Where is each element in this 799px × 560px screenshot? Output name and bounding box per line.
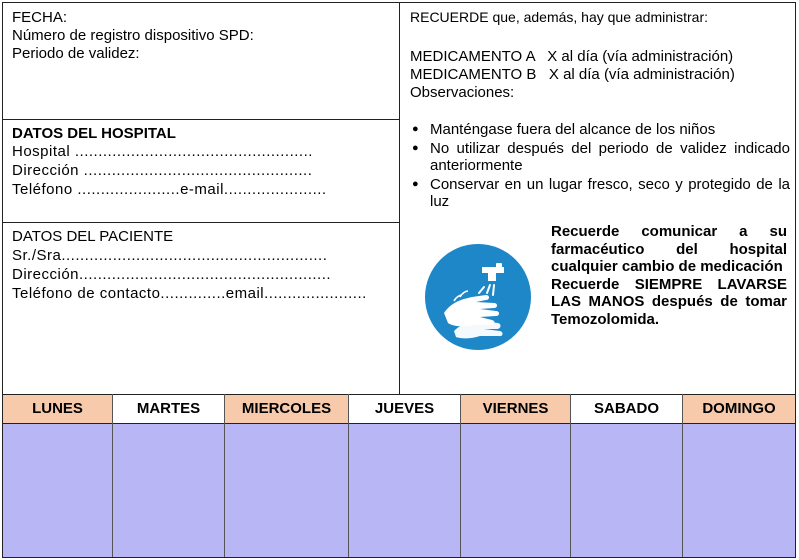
warning-item: ● Manténgase fuera del alcance de los niños: [410, 121, 790, 138]
medicamento-b-line: MEDICAMENTO B X al día (vía administración): [410, 66, 735, 83]
day-header: JUEVES: [349, 394, 460, 424]
medicamento-a-line: MEDICAMENTO A X al día (vía administración): [410, 48, 734, 65]
patient-telefono-line: Teléfono de contacto..............email......................: [12, 285, 367, 302]
patient-direccion-line: Dirección......................................................: [12, 266, 332, 283]
day-column-jueves: [349, 394, 461, 557]
hand-washing-icon: [424, 243, 532, 351]
hospital-section: [3, 120, 400, 223]
day-cell[interactable]: [225, 424, 348, 557]
day-column-domingo: [683, 394, 795, 557]
fecha-label: FECHA:: [12, 9, 68, 26]
registration-section: [3, 3, 400, 120]
spd-card: [2, 2, 796, 558]
reminder-text: [551, 223, 787, 328]
observaciones-label: Observaciones:: [410, 84, 515, 101]
day-cell[interactable]: [461, 424, 570, 557]
day-cell[interactable]: [113, 424, 224, 557]
day-header: MIERCOLES: [225, 394, 348, 424]
day-header: MARTES: [113, 394, 224, 424]
hospital-direccion-line: Dirección .................................................: [12, 162, 313, 179]
day-header: SABADO: [571, 394, 682, 424]
day-cell[interactable]: [3, 424, 112, 557]
day-header: DOMINGO: [683, 394, 795, 424]
day-header: LUNES: [3, 394, 112, 424]
day-column-sabado: [571, 394, 683, 557]
day-cell[interactable]: [571, 424, 682, 557]
patient-sr-line: Sr./Sra.........................................................: [12, 247, 328, 264]
day-header: VIERNES: [461, 394, 570, 424]
patient-title: DATOS DEL PACIENTE: [12, 228, 174, 245]
hospital-title: DATOS DEL HOSPITAL: [12, 125, 176, 142]
warnings-list: [410, 121, 790, 212]
day-column-miercoles: [225, 394, 349, 557]
day-column-viernes: [461, 394, 571, 557]
day-column-martes: [113, 394, 225, 557]
warning-item: ● Conservar en un lugar fresco, seco y protegido de la luz: [410, 176, 790, 210]
registro-label: Número de registro dispositivo SPD:: [12, 27, 254, 44]
day-column-lunes: [3, 394, 113, 557]
admin-intro: RECUERDE que, además, hay que administrar:: [410, 9, 709, 25]
day-cell[interactable]: [683, 424, 795, 557]
warning-item: ● No utilizar después del periodo de validez indicado anteriormente: [410, 140, 790, 174]
day-cell[interactable]: [349, 424, 460, 557]
validez-label: Periodo de validez:: [12, 45, 140, 62]
hospital-line: Hospital ...................................................: [12, 143, 313, 160]
reminder-comunicar: Recuerde comunicar a su farmacéutico del hospital cualquier cambio de medicación: [551, 223, 787, 275]
hospital-telefono-line: Teléfono ......................e-mail......................: [12, 181, 327, 198]
reminder-lavar: Recuerde SIEMPRE LAVARSE LAS MANOS después de tomar Temozolomida.: [551, 275, 787, 328]
weekday-grid: [3, 394, 795, 557]
patient-section: [3, 223, 400, 394]
